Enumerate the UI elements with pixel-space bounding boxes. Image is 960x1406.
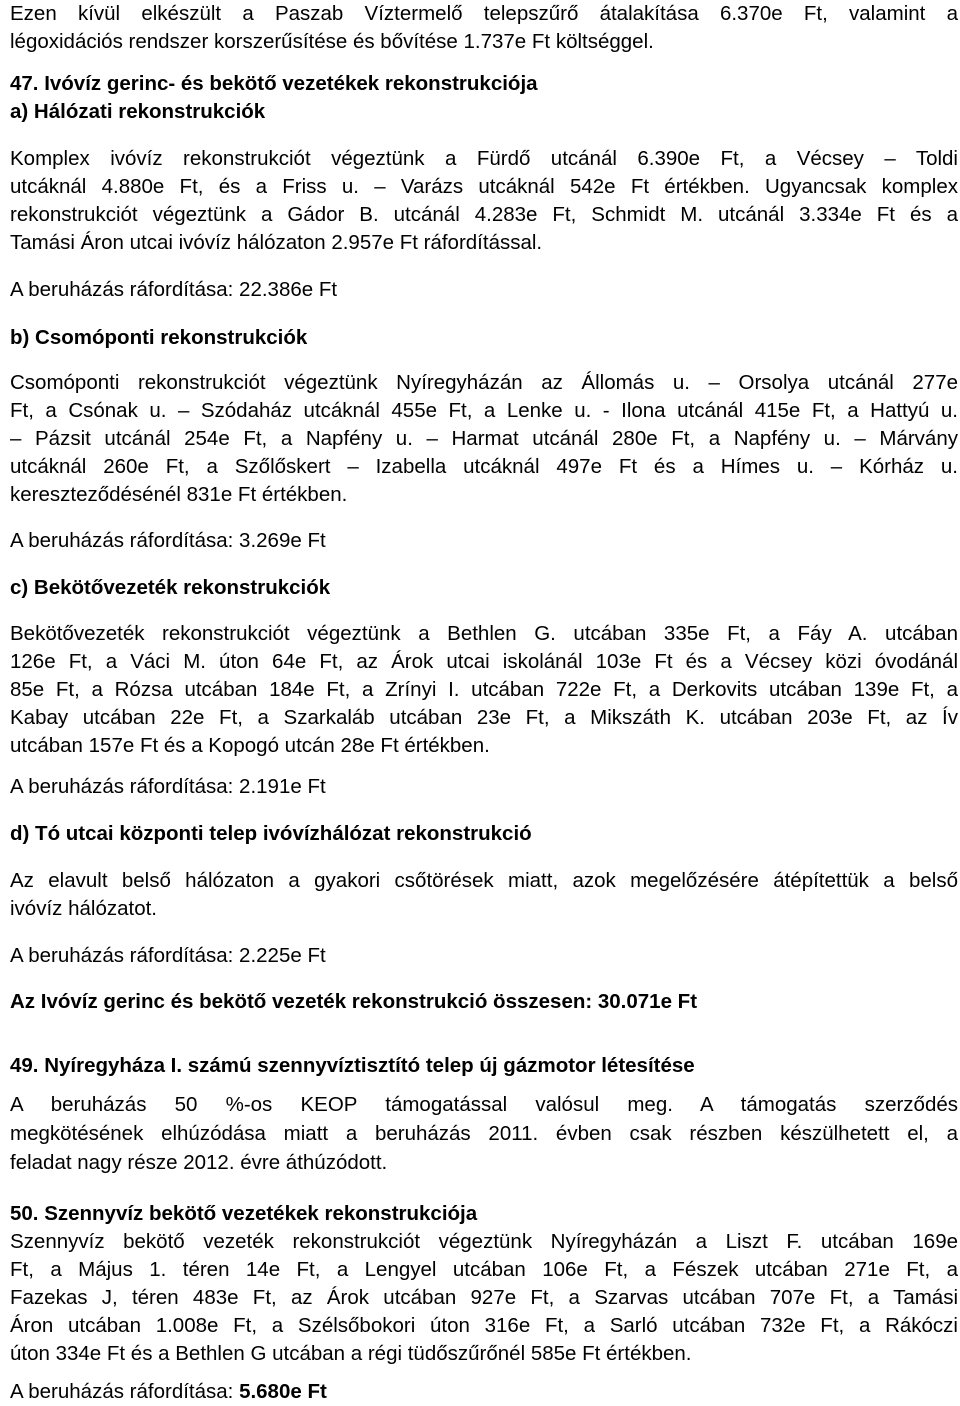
paragraph-line: 126e Ft, a Váci M. úton 64e Ft, az Árok utcai iskolánál 103e Ft és a Vécsey közi óvodánál — [10, 650, 958, 673]
paragraph-line: utcában 157e Ft és a Kopogó utcán 28e Ft értékben. — [10, 734, 490, 757]
paragraph-line: ivóvíz hálózatot. — [10, 897, 157, 920]
section-47-title: 47. Ivóvíz gerinc- és bekötő vezetékek rekonstrukciója — [10, 72, 538, 95]
cost-line — [10, 1378, 327, 1406]
cost-value: 5.680e Ft — [239, 1380, 327, 1403]
paragraph-line: 85e Ft, a Rózsa utcában 184e Ft, a Zrínyi I. utcában 722e Ft, a Derkovits utcában 139e Ft, a — [10, 678, 958, 701]
cost-line: A beruházás ráfordítása: 2.191e Ft — [10, 775, 326, 798]
paragraph-line: Komplex ivóvíz rekonstrukciót végeztünk a Fürdő utcánál 6.390e Ft, a Vécsey – Toldi — [10, 147, 958, 170]
paragraph-line: kereszteződésénél 831e Ft értékben. — [10, 483, 348, 506]
paragraph-line: Az elavult belső hálózaton a gyakori csőtörések miatt, azok megelőzésére átépítettük a belső — [10, 869, 958, 892]
intro-line: légoxidációs rendszer korszerűsítése és bővítése 1.737e Ft költséggel. — [10, 30, 654, 53]
paragraph-line: Ft, a Csónak u. – Szódaház utcáknál 455e Ft, a Lenke u. - Ilona utcánál 415e Ft, a Hattyú u. — [10, 399, 958, 422]
paragraph-line: Szennyvíz bekötő vezeték rekonstrukciót végeztünk Nyíregyházán a Liszt F. utcában 169e — [10, 1230, 958, 1253]
cost-line: A beruházás ráfordítása: 3.269e Ft — [10, 529, 326, 552]
paragraph-line: utcáknál 260e Ft, a Szőlőskert – Izabella utcáknál 497e Ft és a Hímes u. – Kórház u. — [10, 455, 958, 478]
paragraph-line: megkötésének elhúzódása miatt a beruházás 2011. évben csak részben készülhetett el, a — [10, 1122, 958, 1145]
section-47-total: Az Ivóvíz gerinc és bekötő vezeték rekonstrukció összesen: 30.071e Ft — [10, 990, 698, 1013]
paragraph-line: A beruházás 50 %-os KEOP támogatással valósul meg. A támogatás szerződés — [10, 1093, 958, 1116]
cost-line: A beruházás ráfordítása: 22.386e Ft — [10, 278, 338, 301]
intro-line: Ezen kívül elkészült a Paszab Víztermelő telepszűrő átalakítása 6.370e Ft, valamint a — [10, 2, 958, 25]
paragraph-line: Fazekas J, téren 483e Ft, az Árok utcában 927e Ft, a Szarvas utcában 707e Ft, a Tamási — [10, 1286, 958, 1309]
paragraph-line: feladat nagy része 2012. évre áthúzódott. — [10, 1151, 388, 1174]
paragraph-line: Kabay utcában 22e Ft, a Szarkaláb utcában 23e Ft, a Mikszáth K. utcában 203e Ft, az Ív — [10, 706, 958, 729]
paragraph-line: utcáknál 4.880e Ft, és a Friss u. – Varázs utcáknál 542e Ft értékben. Ugyancsak komplex — [10, 175, 958, 198]
cost-line: A beruházás ráfordítása: 2.225e Ft — [10, 944, 326, 967]
section-47c-heading: c) Bekötővezeték rekonstrukciók — [10, 576, 331, 599]
paragraph-line: – Pázsit utcánál 254e Ft, a Napfény u. – Harmat utcánál 280e Ft, a Napfény u. – Márvány — [10, 427, 958, 450]
paragraph-line: úton 334e Ft és a Bethlen G utcában a régi tüdőszűrőnél 585e Ft értékben. — [10, 1342, 692, 1365]
section-50-title: 50. Szennyvíz bekötő vezetékek rekonstrukciója — [10, 1202, 478, 1225]
paragraph-line: Áron utcában 1.008e Ft, a Szélsőbokori úton 316e Ft, a Sarló utcában 732e Ft, a Rákóczi — [10, 1314, 958, 1337]
section-47d-heading: d) Tó utcai központi telep ivóvízhálózat rekonstrukció — [10, 822, 532, 845]
section-49-title: 49. Nyíregyháza I. számú szennyvíztisztító telep új gázmotor létesítése — [10, 1054, 695, 1077]
cost-label: A beruházás ráfordítása: — [10, 1380, 240, 1403]
paragraph-line: Csomóponti rekonstrukciót végeztünk Nyíregyházán az Állomás u. – Orsolya utcánál 277e — [10, 371, 958, 394]
section-47b-heading: b) Csomóponti rekonstrukciók — [10, 326, 308, 349]
section-47a-heading: a) Hálózati rekonstrukciók — [10, 100, 266, 123]
paragraph-line: rekonstrukciót végeztünk a Gádor B. utcánál 4.283e Ft, Schmidt M. utcánál 3.334e Ft és a — [10, 203, 958, 226]
paragraph-line: Bekötővezeték rekonstrukciót végeztünk a Bethlen G. utcában 335e Ft, a Fáy A. utcában — [10, 622, 958, 645]
paragraph-line: Tamási Áron utcai ivóvíz hálózaton 2.957e Ft ráfordítással. — [10, 231, 543, 254]
paragraph-line: Ft, a Május 1. téren 14e Ft, a Lengyel utcában 106e Ft, a Fészek utcában 271e Ft, a — [10, 1258, 958, 1281]
